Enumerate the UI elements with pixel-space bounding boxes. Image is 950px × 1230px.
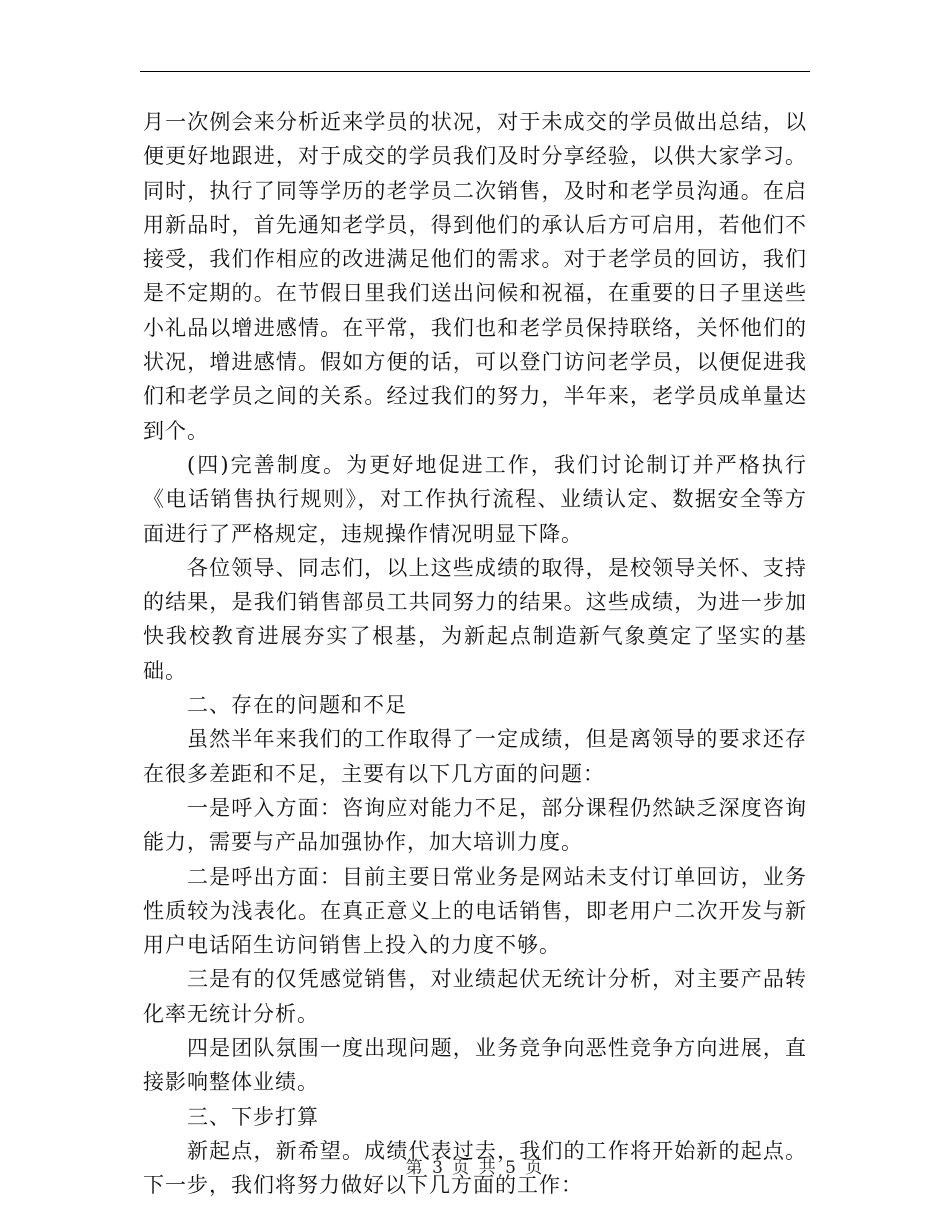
paragraph-improve-system: (四)完善制度。为更好地促进工作，我们讨论制订并严格执行《电话销售执行规则》，对工作执行流程、业绩认定、数据安全等方面进行了严格规定，违规操作情况明显下降。 xyxy=(143,452,807,546)
paragraph-achievements-summary: 各位领导、同志们，以上这些成绩的取得，是校领导关怀、支持的结果，是我们销售部员工共同努力的结果。这些成绩，为进一步加快我校教育进展夯实了根基，为新起点制造新气象奠定了坚实的基础。 xyxy=(143,555,807,683)
document-body xyxy=(143,105,807,1203)
paragraph-problem-statistics: 三是有的仅凭感觉销售，对业绩起伏无统计分析，对主要产品转化率无统计分析。 xyxy=(143,967,807,1026)
header-rule xyxy=(140,71,810,72)
paragraph-continuation: 月一次例会来分析近来学员的状况，对于未成交的学员做出总结，以便更好地跟进，对于成交的学员我们及时分享经验，以供大家学习。同时，执行了同等学历的老学员二次销售，及时和老学员沟通。在启用新品时，首先通知老学员，得到他们的承认后方可启用，若他们不接受，我们作相应的改进满足他们的需求。对于老学员的回访，我们是不定期的。在节假日里我们送出问候和祝福，在重要的日子里送些小礼品以增进感情。在平常，我们也和老学员保持联络，关怀他们的状况，增进感情。假如方便的话，可以登门访问老学员，以便促进我们和老学员之间的关系。经过我们的努力，半年来，老学员成单量达到个。 xyxy=(143,110,807,443)
paragraph-problem-outbound: 二是呼出方面：目前主要日常业务是网站未支付订单回访，业务性质较为浅表化。在真正意义上的电话销售，即老用户二次开发与新用户电话陌生访问销售上投入的力度不够。 xyxy=(143,864,807,958)
paragraph-next-steps-intro: 新起点，新希望。成绩代表过去，我们的工作将开始新的起点。下一步，我们将努力做好以下几方面的工作： xyxy=(143,1138,807,1198)
paragraph-problem-inbound: 一是呼入方面：咨询应对能力不足，部分课程仍然缺乏深度咨询能力，需要与产品加强协作，加大培训力度。 xyxy=(143,795,807,855)
section-heading-problems: 二、存在的问题和不足 xyxy=(187,693,407,718)
page-number: 第 3 页 共 5 页 xyxy=(405,1158,545,1178)
section-heading-next-steps: 三、下步打算 xyxy=(187,1104,319,1129)
paragraph-problems-intro: 虽然半年来我们的工作取得了一定成绩，但是离领导的要求还存在很多差距和不足，主要有以下几方面的问题： xyxy=(143,727,807,786)
paragraph-problem-team: 四是团队氛围一度出现问题，业务竞争向恶性竞争方向进展，直接影响整体业绩。 xyxy=(143,1036,807,1095)
